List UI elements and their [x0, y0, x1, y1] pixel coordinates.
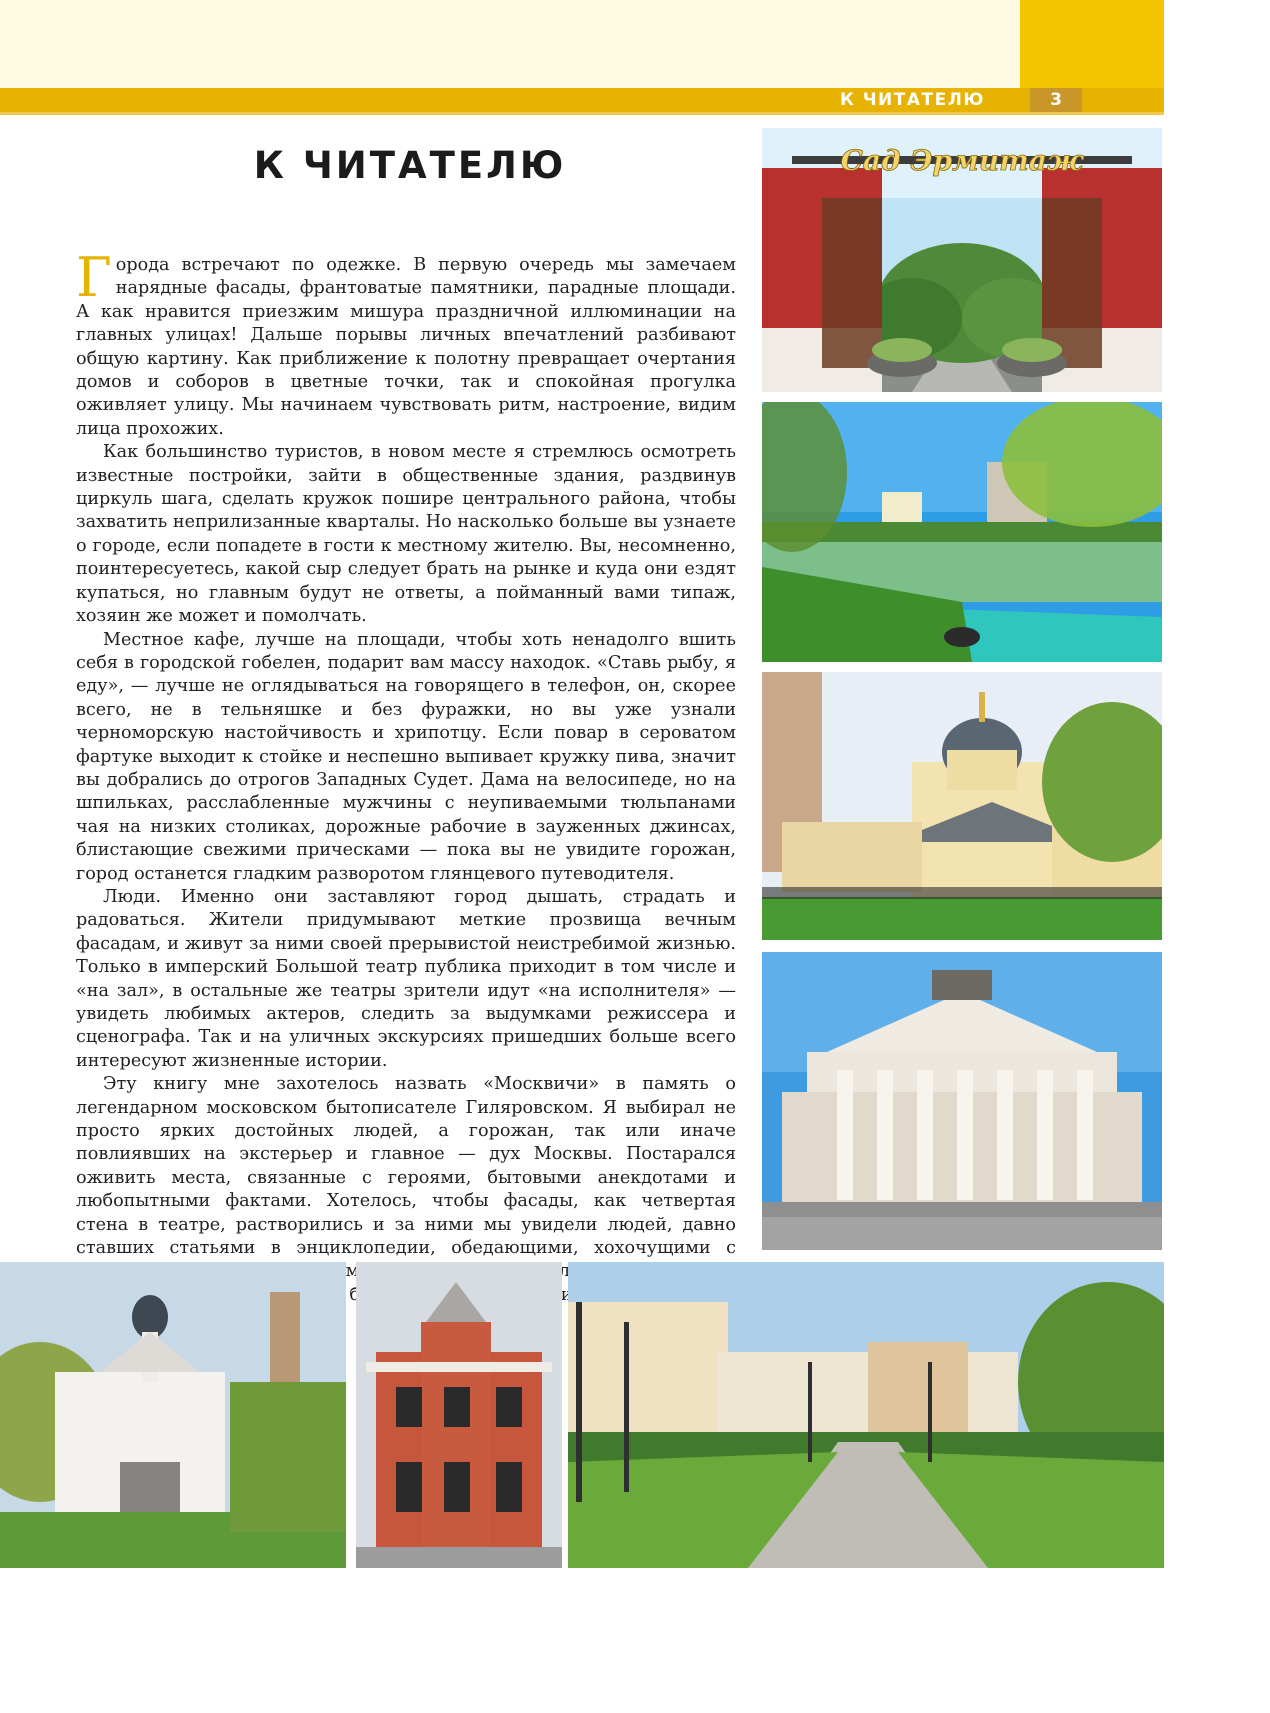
header-corner-tab [1020, 0, 1164, 88]
drop-cap: Г [76, 246, 112, 309]
paragraph-2: Как большинство туристов, в новом месте я стремлюсь осмотреть известные постройки, зайти в общественные здания, раздвинув циркуль шага, сделать кружок пошире центрального района, чтобы захватить неприлизанные кварталы. Но насколько больше вы узнаете о городе, если попадете в гости к местному жителю. Вы, несомненно, поинтересуетесь, какой сыр следует брать на рынке и куда они ездят купаться, но главным будут не ответы, а пойманный вами типаж, хозяин же может и помолчать. [76, 442, 736, 627]
header-bar [0, 88, 1164, 112]
photo-white-church [0, 1262, 346, 1568]
photo-red-house [356, 1262, 562, 1568]
paragraph-4: Люди. Именно они заставляют город дышать, страдать и радоваться. Жители придумывают меткие прозвища вечным фасадам, и живут за ними своей прерывистой неистребимой жизнью. Только в имперский Большой театр публика приходит в том числе и «на зал», в остальные же театры зрители идут «на исполнителя» — увидеть любимых актеров, следить за выдумками режиссера и сценографа. Так и на уличных экскурсиях пришедших больше всего интересуют жизненные истории. [76, 886, 736, 1071]
photo-theatre [762, 952, 1162, 1250]
photo-church [762, 672, 1162, 940]
paragraph-3: Местное кафе, лучше на площади, чтобы хоть ненадолго вшить себя в городской гобелен, подарит вам массу находок. «Ставь рыбу, я еду», — лучше не оглядываться на говорящего в телефон, он, скорее всего, не в тельняшке и без фуражки, но вы уже узнали черноморскую настойчивость и хрипотцу. Если повар в сероватом фартуке выходит к стойке и неспешно выпивает кружку пива, значит вы добрались до отрогов Западных Судет. Дама на велосипеде, но на шпильках, расслабленные мужчины с неупиваемыми тюльпанами чая на низких столиках, дорожные рабочие в зауженных джинсах, блистающие свежими прическами — пока вы не увидите горожан, город останется гладким разворотом глянцевого путеводителя. [76, 629, 736, 884]
paragraph-1-text: орода встречают по одежке. В первую очередь мы замечаем нарядные фасады, франтоватые памятники, парадные площади. А как нравится приезжим мишура праздничной иллюминации на главных улицах! Дальше порывы личных впечатлений разбивают общую картину. Как приближение к полотну превращает очертания домов и соборов в цветные точки, так и спокойная прогулка оживляет улицу. Мы начинаем чувствовать ритм, настроение, видим лица прохожих. [76, 255, 736, 439]
garden-gate-sign: Сад Эрмитаж [840, 144, 1084, 177]
photo-pond [762, 402, 1162, 662]
article-body [76, 246, 736, 1331]
photo-city-square [568, 1262, 1164, 1568]
header-band [0, 0, 1164, 88]
paragraph-5: Эту книгу мне захотелось назвать «Москвичи» в память о легендарном московском бытописателе Гиляровском. Я выбирал не просто ярких достойных людей, а горожан, так или иначе повлиявших на экстерьер и главное — дух Москвы. Постарался оживить места, связанные с героями, бытовыми анекдотами и любопытными фактами. Хотелось, чтобы фасады, как четвертая стена в театре, растворились и за ними мы увидели людей, давно ставших статьями в энциклопедии, обедающими, хохочущими с [76, 1074, 736, 1259]
running-section-title: К ЧИТАТЕЛЮ [840, 90, 985, 110]
header-underline [0, 112, 1164, 115]
paragraph-1 [76, 246, 736, 441]
page-title: К ЧИТАТЕЛЮ [253, 144, 567, 187]
page-number: 3 [1050, 90, 1062, 110]
photo-garden-gate [762, 128, 1162, 392]
